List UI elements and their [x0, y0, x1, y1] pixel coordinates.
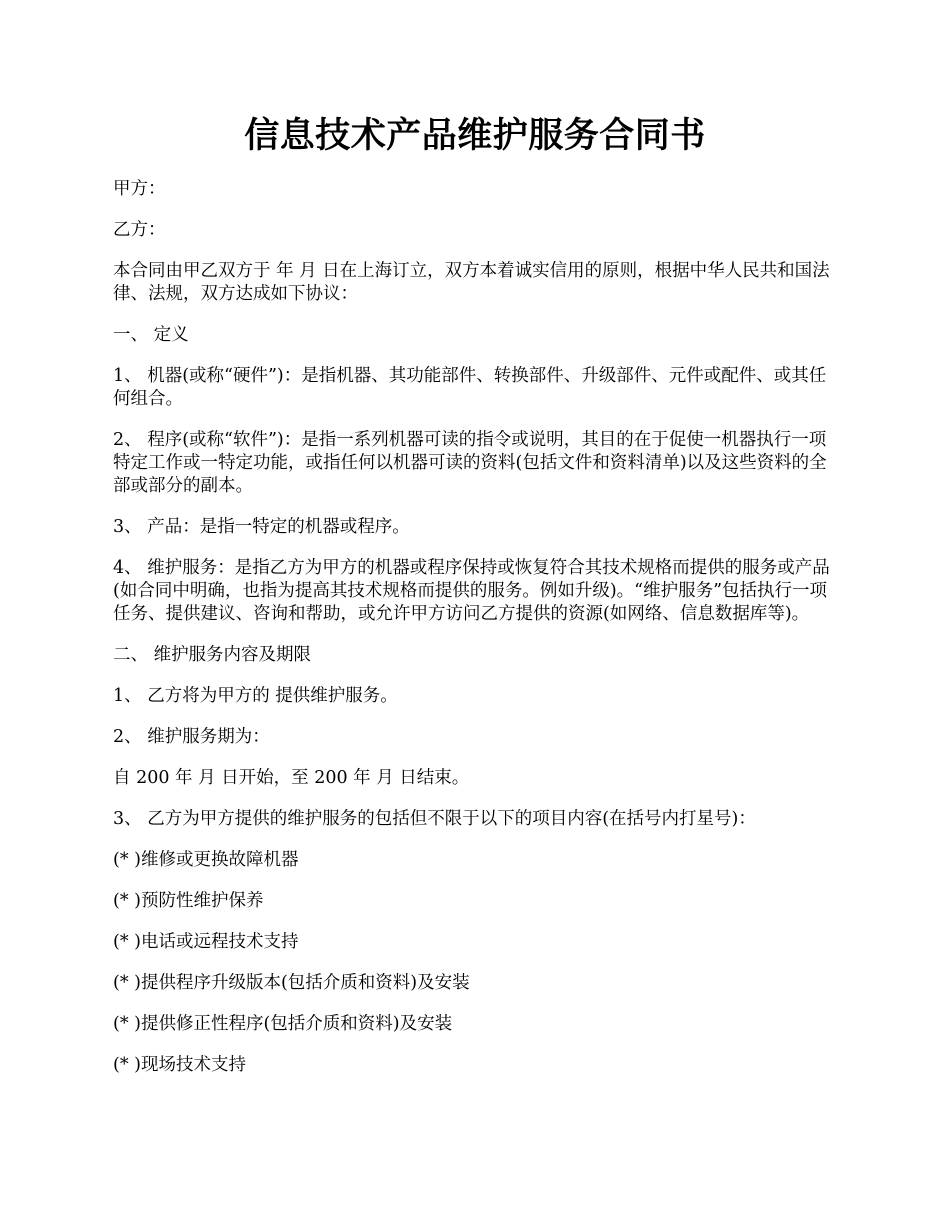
party-a-line: 甲方： — [113, 179, 166, 199]
definition-software: 2、 程序(或称“软件”)：是指一系列机器可读的指令或说明，其目的在于促使一机器执行一项特定工作或一特定功能，或指任何以机器可读的资料(包括文件和资料清单)以及这些资料的全部或部分的副本。 — [113, 430, 827, 496]
section-heading-service-content: 二、 维护服务内容及期限 — [113, 645, 312, 665]
service-clause-3: 3、 乙方为甲方提供的维护服务的包括但不限于以下的项目内容(在括号内打星号)： — [113, 809, 756, 829]
section-heading-definitions: 一、 定义 — [113, 325, 189, 345]
document-title: 信息技术产品维护服务合同书 — [244, 115, 706, 156]
definition-product: 3、 产品：是指一特定的机器或程序。 — [113, 517, 410, 537]
definition-hardware: 1、 机器(或称“硬件”)：是指机器、其功能部件、转换部件、升级部件、元件或配件、或其任何组合。 — [113, 366, 827, 409]
service-item: (* )提供程序升级版本(包括介质和资料)及安装 — [113, 973, 470, 993]
document-body — [113, 178, 841, 1095]
service-item: (* )提供修正性程序(包括介质和资料)及安装 — [113, 1014, 453, 1034]
service-clause-2: 2、 维护服务期为： — [113, 727, 270, 747]
service-period-line: 自 200 年 月 日开始，至 200 年 月 日结束。 — [113, 768, 470, 788]
party-b-line: 乙方： — [113, 220, 166, 240]
service-item: (* )电话或远程技术支持 — [113, 932, 299, 952]
service-item: (* )预防性维护保养 — [113, 891, 264, 911]
preamble-paragraph: 本合同由甲乙双方于 年 月 日在上海订立，双方本着诚实信用的原则，根据中华人民共和国法律、法规，双方达成如下协议： — [113, 261, 830, 304]
service-clause-1: 1、 乙方将为甲方的 提供维护服务。 — [113, 686, 398, 706]
service-item: (* )维修或更换故障机器 — [113, 850, 299, 870]
service-item: (* )现场技术支持 — [113, 1055, 246, 1075]
definition-maintenance-service: 4、 维护服务：是指乙方为甲方的机器或程序保持或恢复符合其技术规格而提供的服务或产品(如合同中明确，也指为提高其技术规格而提供的服务。例如升级)。“维护服务”包括执行一项任务、提供建议、咨询和帮助，或允许甲方访问乙方提供的资源(如网络、信息数据库等)。 — [113, 558, 830, 624]
